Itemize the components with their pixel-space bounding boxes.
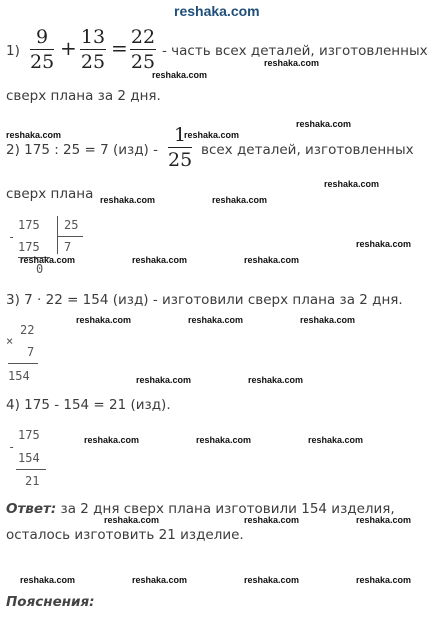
watermark: reshaka.com <box>184 130 240 140</box>
step3-text: 3) 7 · 22 = 154 (изд) - изготовили сверх плана за 2 дня. <box>6 292 403 308</box>
watermark: reshaka.com <box>244 575 300 585</box>
watermark: reshaka.com <box>244 515 300 525</box>
fraction-9-25 <box>30 26 54 73</box>
multiplication-factor-b: 7 <box>27 345 35 359</box>
watermark: reshaka.com <box>104 515 160 525</box>
watermark: reshaka.com <box>196 435 252 445</box>
watermark: reshaka.com <box>324 179 380 189</box>
fraction-22-25 <box>130 26 156 73</box>
subtraction-minus: - <box>8 440 16 454</box>
step2-text-line1: всех деталей, изготовленных <box>201 142 414 158</box>
watermark: reshaka.com <box>20 575 76 585</box>
watermark: reshaka.com <box>300 315 356 325</box>
division-divisor: 25 <box>64 218 79 232</box>
multiplication-sign: × <box>6 334 14 348</box>
step1-text-line2: сверх плана за 2 дня. <box>6 88 161 104</box>
watermark: reshaka.com <box>152 70 208 80</box>
watermark: reshaka.com <box>76 315 132 325</box>
explanations-label: Пояснения: <box>6 594 95 610</box>
fraction-denominator: 25 <box>168 149 193 171</box>
watermark: reshaka.com <box>264 58 320 68</box>
step1-number: 1) <box>6 43 20 59</box>
watermark: reshaka.com <box>356 575 412 585</box>
watermark: reshaka.com <box>100 195 156 205</box>
fraction-denominator: 25 <box>130 51 156 73</box>
fraction-numerator: 1 <box>173 124 187 146</box>
fraction-bar <box>80 49 106 50</box>
watermark: reshaka.com <box>248 375 304 385</box>
watermark: reshaka.com <box>84 435 140 445</box>
subtraction-result: 21 <box>25 474 40 488</box>
subtraction-subtrahend: 154 <box>18 451 40 465</box>
fraction-bar <box>130 49 156 50</box>
fraction-numerator: 9 <box>35 26 49 48</box>
watermark: reshaka.com <box>296 119 352 129</box>
answer-label: Ответ: <box>6 501 57 517</box>
division-vertical-line <box>57 216 58 254</box>
subtraction-line <box>16 469 46 470</box>
step2-expression: 2) 175 : 25 = 7 (изд) - <box>6 142 158 158</box>
fraction-denominator: 25 <box>80 51 106 73</box>
watermark: reshaka.com <box>356 239 412 249</box>
watermark: reshaka.com <box>356 515 412 525</box>
fraction-13-25 <box>80 26 106 73</box>
watermark: reshaka.com <box>188 315 244 325</box>
division-subtrahend: 175 <box>18 240 40 254</box>
division-divisor-line <box>57 236 83 237</box>
fraction-bar <box>30 49 54 50</box>
fraction-numerator: 13 <box>80 26 106 48</box>
plus-sign: + <box>60 36 77 60</box>
step2-text-line2: сверх плана <box>6 186 94 202</box>
watermark: reshaka.com <box>136 375 192 385</box>
multiplication-line <box>8 363 38 364</box>
division-minus: - <box>8 230 16 244</box>
division-dividend: 175 <box>18 218 40 232</box>
step4-text: 4) 175 - 154 = 21 (изд). <box>6 397 171 413</box>
watermark: reshaka.com <box>308 435 364 445</box>
fraction-numerator: 22 <box>130 26 156 48</box>
watermark: reshaka.com <box>20 255 76 265</box>
step1-text-line1: - часть всех деталей, изготовленных <box>162 43 428 59</box>
watermark: reshaka.com <box>212 195 268 205</box>
multiplication-factor-a: 22 <box>20 323 35 337</box>
fraction-denominator: 25 <box>30 51 55 73</box>
watermark: reshaka.com <box>132 575 188 585</box>
watermark: reshaka.com <box>244 255 300 265</box>
equals-sign: = <box>111 36 128 60</box>
answer-text-line1: за 2 дня сверх плана изготовили 154 изделия, <box>60 501 395 517</box>
fraction-bar <box>168 147 192 148</box>
multiplication-result: 154 <box>8 369 30 383</box>
subtraction-minuend: 175 <box>18 428 40 442</box>
watermark: reshaka.com <box>6 130 62 140</box>
answer-text-line2: осталось изготовить 21 изделие. <box>6 527 244 543</box>
division-remainder: 0 <box>36 262 44 276</box>
site-header: reshaka.com <box>174 3 260 19</box>
watermark: reshaka.com <box>132 255 188 265</box>
division-quotient: 7 <box>64 240 72 254</box>
answer-line1 <box>6 501 395 517</box>
